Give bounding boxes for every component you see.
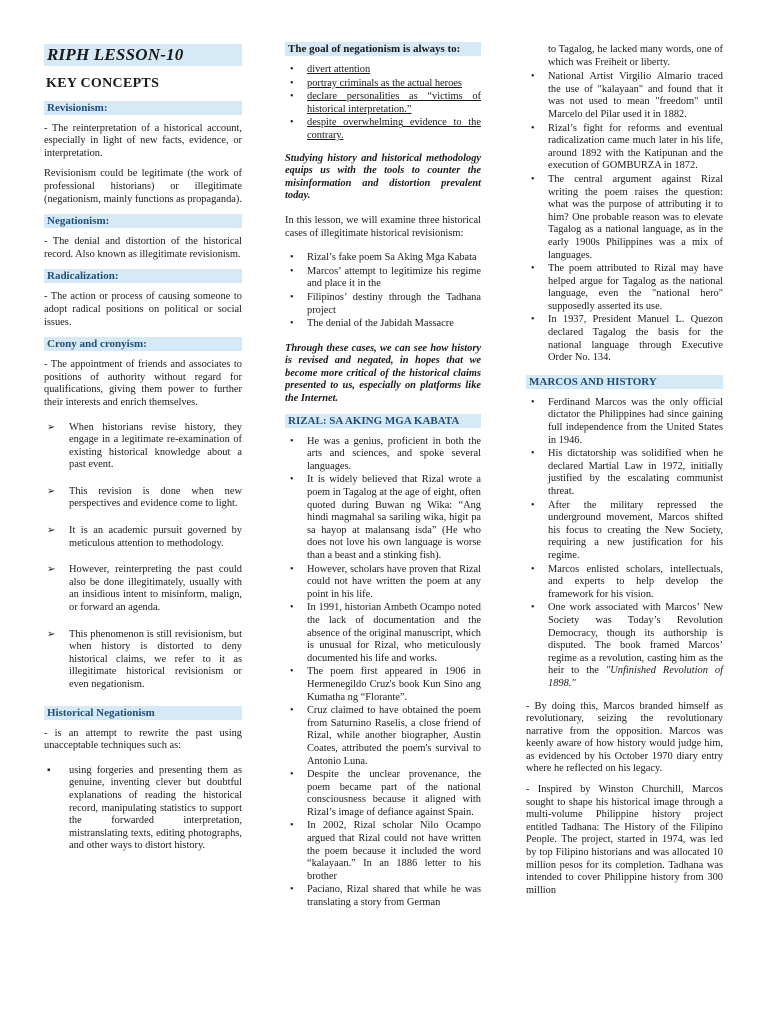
list-item: • The denial of the Jabidah Massacre bbox=[290, 318, 454, 330]
list-item: • Marcos enlisted scholars, intellectuals, and experts to help develop the framework for his vision. bbox=[531, 563, 723, 600]
revision-arrow-list bbox=[44, 422, 242, 692]
cronyism-definition: - The appointment of friends and associates to positions of authority without regard for qualifications, giving them power to further their interests and enrich themselves. bbox=[44, 359, 242, 408]
bullet-icon: • bbox=[290, 602, 294, 614]
list-item: • Rizal’s fake poem Sa Aking Mga Kabata bbox=[290, 252, 477, 264]
bullet-icon: • bbox=[531, 263, 535, 275]
list-item: • portray criminals as the actual heroes bbox=[290, 77, 462, 89]
list-item: • Cruz claimed to have obtained the poem from Saturnino Raselis, a close friend of Rizal, while another biographer, Austin Coates, attributed the poem's survival to Antonio Luna. bbox=[290, 705, 481, 767]
negationism-techniques-list bbox=[44, 765, 242, 853]
key-concepts-heading: KEY CONCEPTS bbox=[46, 76, 160, 91]
bullet-icon: • bbox=[290, 884, 294, 896]
list-item: • The central argument against Rizal writing the poem raises the question: what was the purpose of attributing it to him? One probable reason was to elevate Tagalog as a national language, as in the early 1900s Philippines was a mix of languages. bbox=[531, 173, 723, 261]
bullet-icon: • bbox=[531, 448, 535, 460]
bullet-icon: • bbox=[290, 769, 294, 781]
list-item: ➢ When historians revise history, they engage in a legitimate re-examination of existing historical knowledge about a past event. bbox=[47, 421, 242, 471]
list-item: ➢ This phenomenon is still revisionism, but when history is distorted to deny historical claims, we refer to it as illegitimate historical revisionism or even negationism. bbox=[47, 628, 242, 690]
radicalization-heading: Radicalization: bbox=[44, 269, 242, 283]
list-item: • He was a genius, proficient in both the arts and sciences, and spoke several languages. bbox=[290, 435, 481, 472]
revisionism-heading: Revisionism: bbox=[44, 101, 242, 115]
bullet-icon: • bbox=[290, 291, 294, 303]
revisionism-note: Revisionism could be legitimate (the work of professional historians) or illegitimate (negationism, mainly functions as propaganda). bbox=[44, 168, 242, 205]
bullet-icon: • bbox=[290, 705, 294, 717]
arrow-bullet-icon: ➢ bbox=[47, 564, 56, 576]
through-cases-statement: Through these cases, we can see how history is revised and negated, in hopes that we become more critical of the historical claims presented to us, especially on platforms like the Internet. bbox=[285, 342, 481, 405]
bullet-icon: • bbox=[290, 64, 294, 75]
list-item: • After the military repressed the underground movement, Marcos shifted his focus to creating the New Society, requiring a new justification for his regime. bbox=[531, 499, 723, 561]
list-item: • Rizal’s fight for reforms and eventual radicalization came much later in his life, around 1892 with the Katipunan and the execution of GOMBURZA in 1872. bbox=[531, 122, 723, 172]
bullet-icon: • bbox=[531, 563, 535, 575]
list-item: • Marcos’ attempt to legitimize his regime and place it in the bbox=[290, 265, 481, 290]
historical-negationism-heading: Historical Negationism bbox=[44, 706, 242, 720]
list-item: • National Artist Virgilio Almario traced the use of "kalayaan" and found that it was not used to mean "freedom" until Marcelo del Pilar used it in 1882. bbox=[531, 71, 723, 120]
unfinished-revolution-quote: "Unfinished Revolution of 1898." bbox=[548, 665, 723, 689]
list-item: • The poem first appeared in 1906 in Hermenegildo Cruz's book Kun Sino ang Kumatha ng “Florante”. bbox=[290, 666, 481, 703]
rizal-list-continued bbox=[526, 71, 723, 365]
bullet-icon: • bbox=[290, 318, 294, 330]
bullet-icon: • bbox=[531, 499, 535, 511]
column-middle bbox=[285, 36, 481, 918]
marcos-list bbox=[526, 397, 723, 691]
list-item: • Filipinos’ destiny through the Tadhana project bbox=[290, 291, 481, 316]
bullet-icon: • bbox=[290, 252, 294, 264]
continued-text: to Tagalog, he lacked many words, one of which was Freiheit or liberty. bbox=[548, 44, 723, 68]
historical-negationism-definition: - is an attempt to rewrite the past using unacceptable techniques such as: bbox=[44, 727, 242, 752]
rizal-heading: RIZAL: SA AKING MGA KABATA bbox=[285, 414, 481, 428]
lesson-title: RIPH LESSON-10 bbox=[44, 44, 242, 66]
bullet-icon: • bbox=[531, 71, 535, 83]
list-item: • Despite the unclear provenance, the poem became part of the national consciousness because it aligned with Rizal’s image of defiance against Spain. bbox=[290, 769, 481, 818]
rizal-list bbox=[285, 436, 481, 910]
arrow-bullet-icon: ➢ bbox=[47, 628, 56, 640]
bullet-icon: • bbox=[290, 91, 294, 103]
list-item: • In 1937, President Manuel L. Quezon declared Tagalog the basis for the national language through Executive Order No. 134. bbox=[531, 314, 723, 364]
arrow-bullet-icon: ➢ bbox=[47, 421, 56, 433]
bullet-icon: • bbox=[290, 265, 294, 277]
arrow-bullet-icon: ➢ bbox=[47, 525, 56, 537]
list-item: ➢ It is an academic pursuit governed by meticulous attention to methodology. bbox=[47, 525, 242, 549]
list-item: • divert attention bbox=[290, 64, 371, 75]
list-item: ➢ This revision is done when new perspectives and evidence come to light. bbox=[47, 485, 242, 510]
list-item: • His dictatorship was solidified when he declared Martial Law in 1972, initially justified by the escalating communist threat. bbox=[531, 448, 723, 497]
column-right bbox=[526, 44, 723, 905]
list-item: • It is widely believed that Rizal wrote a poem in Tagalog at the age of eight, often quoted during Buwan ng Wika: “Ang hindi magmahal sa sariling wika, higit pa sa hayop at malansang isda” (He who does not love his own language is worse than a beast and a stinking fish). bbox=[290, 474, 481, 561]
cases-list bbox=[285, 252, 481, 331]
bullet-icon: • bbox=[531, 602, 535, 614]
arrow-bullet-icon: ➢ bbox=[47, 485, 56, 497]
negationism-heading: Negationism: bbox=[44, 214, 242, 228]
bullet-icon: • bbox=[290, 77, 294, 89]
bullet-icon: • bbox=[531, 122, 535, 134]
list-item: • despite overwhelming evidence to the contrary. bbox=[290, 117, 481, 141]
radicalization-definition: - The action or process of causing someone to adopt radical positions on political or social issues. bbox=[44, 291, 242, 328]
lesson-intro: In this lesson, we will examine three historical cases of illegitimate historical revisionism: bbox=[285, 214, 481, 239]
list-item: • The poem attributed to Rizal may have helped argue for Tagalog as the national language, even the "national hero" supposedly asserted its use. bbox=[531, 263, 723, 312]
list-item: ▪ using forgeries and presenting them as genuine, inventing clever but doubtful explanations of reading the historical record, manipulating statistics to support the forwarded interpretation, mistranslating texts, editing photographs, and other ways to distort history. bbox=[47, 764, 242, 852]
bullet-icon: • bbox=[290, 563, 294, 575]
marcos-branding-paragraph: - By doing this, Marcos branded himself as revolutionary, seizing the revolutionary narrative from the opposition. Marcos was keenly aware of how history would judge him, as evidenced by his October 1970 diary entry where he reflected on his legacy. bbox=[526, 700, 723, 775]
list-item: • In 2002, Rizal scholar Nilo Ocampo argued that Rizal could not have written the poem because it included the word “kalayaan.” In an 1886 letter to his brother bbox=[290, 820, 481, 882]
bullet-icon: • bbox=[290, 474, 294, 486]
bullet-icon: • bbox=[290, 820, 294, 832]
goal-list bbox=[285, 64, 481, 143]
list-item: • Ferdinand Marcos was the only official dictator the Philippines had since gaining full independence from the United States in 1946. bbox=[531, 396, 723, 446]
list-item: • declare personalities as “victims of historical interpretation.” bbox=[290, 91, 481, 115]
cronyism-heading: Crony and cronyism: bbox=[44, 337, 242, 351]
bullet-icon: • bbox=[531, 314, 535, 326]
list-item: • Paciano, Rizal shared that while he was translating a story from German bbox=[290, 884, 481, 909]
column-left bbox=[44, 36, 242, 861]
marcos-heading: MARCOS AND HISTORY bbox=[526, 375, 723, 389]
bullet-icon: • bbox=[290, 435, 294, 447]
list-item: • In 1991, historian Ambeth Ocampo noted the lack of documentation and the absence of the original manuscript, which is unusual for Rizal, who meticulously documented his life and works. bbox=[290, 602, 481, 664]
list-item: ➢ However, reinterpreting the past could also be done illegitimately, usually with an insidious intent to misinform, malign, or forward an agenda. bbox=[47, 564, 242, 614]
bullet-icon: • bbox=[290, 666, 294, 678]
bullet-icon: • bbox=[531, 396, 535, 408]
tadhana-paragraph: - Inspired by Winston Churchill, Marcos sought to shape his historical image through a multi-volume Philippine history project entitled Tadhana: The History of the Filipino People. The project, started in 1974, was led by top Filipino historians and was allocated 10 million pesos for its completion. Tadhana was intended to cover Philippine history from 300 million bbox=[526, 784, 723, 896]
list-item: • However, scholars have proven that Rizal could not have written the poem at any point in his life. bbox=[290, 563, 481, 600]
goal-heading: The goal of negationism is always to: bbox=[285, 42, 481, 56]
revisionism-definition: - The reinterpretation of a historical account, especially in light of new facts, evidence, or interpretation. bbox=[44, 122, 242, 159]
bullet-icon: • bbox=[531, 173, 535, 185]
studying-history-statement: Studying history and historical methodology equips us with the tools to counter the misinformation and distortion prevalent today. bbox=[285, 152, 481, 202]
square-bullet-icon: ▪ bbox=[47, 764, 51, 776]
bullet-icon: • bbox=[290, 117, 294, 129]
list-item: • One work associated with Marcos’ New Society was Today’s Revolution Democracy, though its authorship is disputed. The book framed Marcos’ regime as a revolution, casting him as the heir to the "Unfinished Revolution of 1898." bbox=[531, 602, 723, 689]
negationism-definition: - The denial and distortion of the historical record. Also known as illegitimate revisionism. bbox=[44, 236, 242, 260]
